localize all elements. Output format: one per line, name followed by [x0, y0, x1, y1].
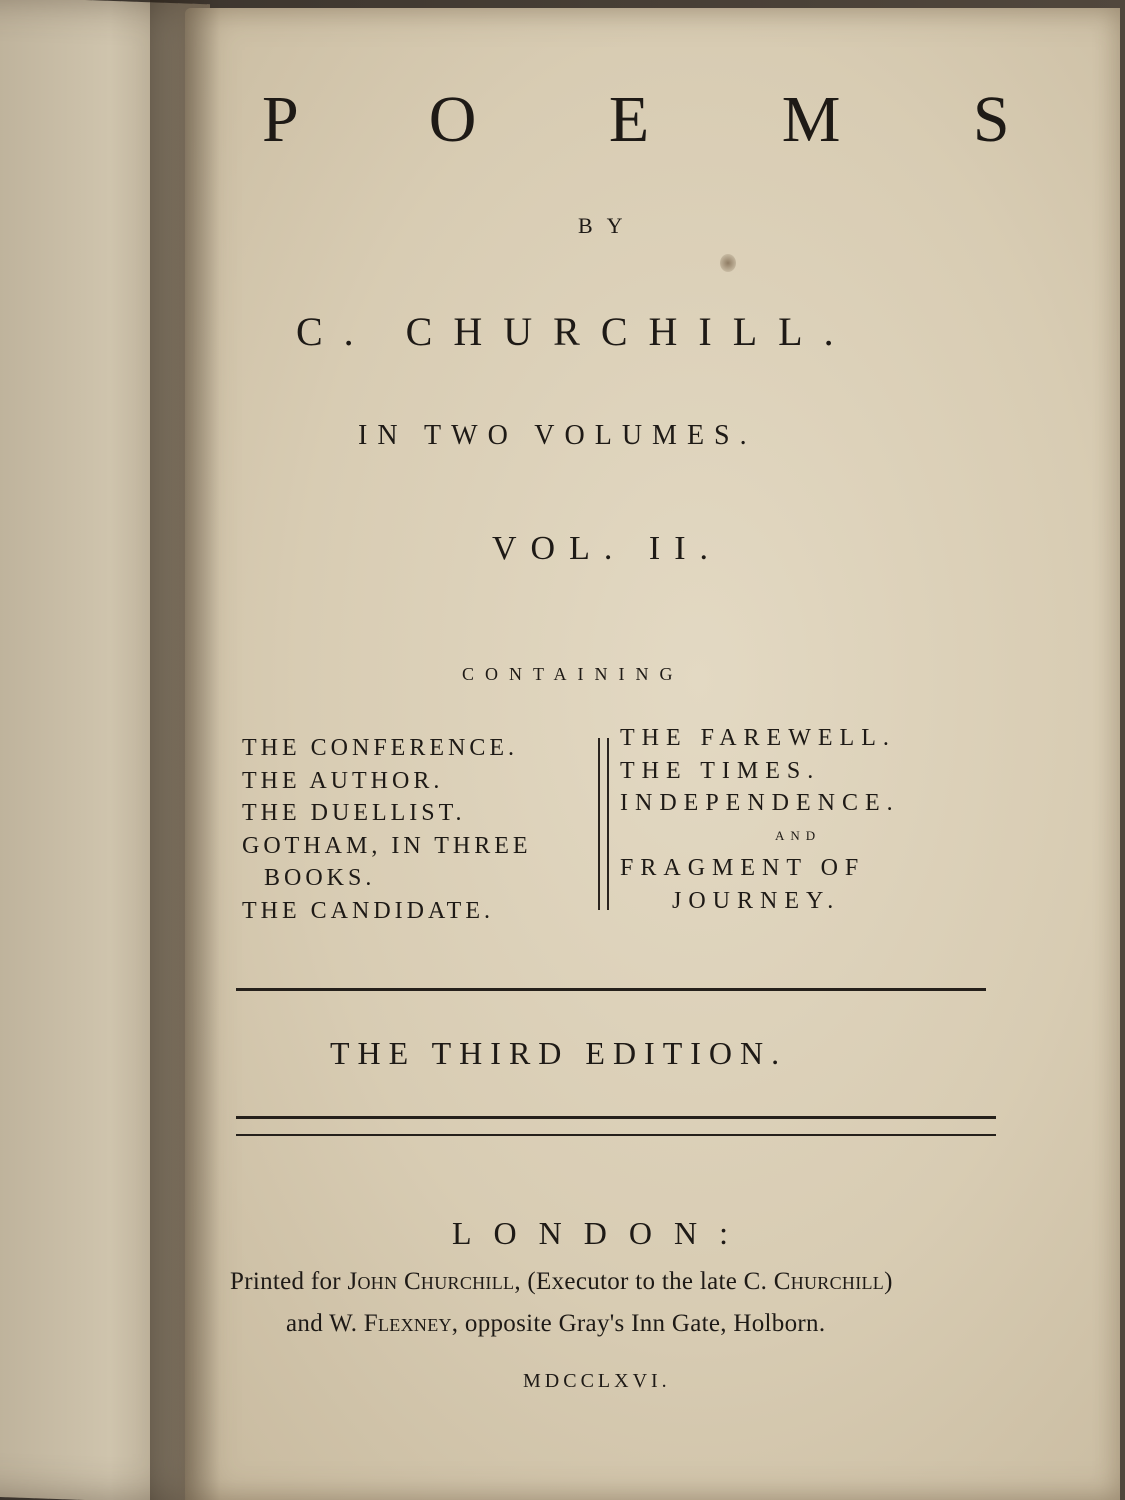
column-divider — [598, 738, 609, 910]
ink-blot — [720, 254, 736, 272]
contents-conjunction: AND — [775, 827, 822, 843]
contents-item: BOOKS. — [264, 865, 376, 891]
imprint-text: Printed for — [230, 1268, 348, 1295]
volumes-line: IN TWO VOLUMES. — [358, 420, 757, 451]
author-name: C. CHURCHILL. — [296, 309, 855, 354]
rule-double-upper — [236, 1116, 996, 1119]
contents-item: THE AUTHOR. — [242, 767, 444, 794]
bookseller-name: Flexney — [363, 1310, 452, 1337]
imprint-city: LONDON: — [452, 1215, 750, 1251]
imprint-text: , opposite Gray's Inn Gate, Holborn. — [451, 1310, 826, 1337]
poems-title: P O E M S — [262, 83, 1068, 156]
contents-item: THE CANDIDATE. — [242, 897, 494, 924]
publication-date: MDCCLXVI. — [523, 1370, 671, 1392]
contents-item: THE DUELLIST. — [242, 800, 466, 826]
contents-item: JOURNEY. — [672, 887, 841, 914]
contents-item: THE FAREWELL. — [620, 725, 896, 751]
imprint-text: ) — [884, 1268, 893, 1295]
by-line: BY — [578, 213, 637, 238]
author-surname: Churchill — [773, 1268, 885, 1295]
volume-number: VOL. II. — [492, 530, 723, 567]
imprint-line-1 — [230, 1268, 893, 1296]
containing-label: CONTAINING — [462, 664, 684, 684]
contents-item: GOTHAM, IN THREE — [242, 832, 532, 859]
contents-item: THE CONFERENCE. — [242, 735, 518, 761]
book-gutter-shadow — [150, 0, 220, 1500]
imprint-line-2 — [286, 1310, 825, 1338]
imprint-text: , (Executor to the late C. — [514, 1268, 774, 1295]
contents-item: THE TIMES. — [620, 757, 821, 784]
contents-item: INDEPENDENCE. — [620, 790, 900, 816]
publisher-name: John Churchill — [347, 1268, 515, 1295]
imprint-text: and W. — [286, 1310, 364, 1337]
contents-right-column — [620, 722, 1000, 917]
edition-line: THE THIRD EDITION. — [330, 1035, 788, 1071]
contents-item: FRAGMENT OF — [620, 855, 866, 881]
rule-top — [236, 988, 986, 991]
rule-double-lower — [236, 1134, 996, 1136]
contents-left-column — [242, 732, 602, 927]
